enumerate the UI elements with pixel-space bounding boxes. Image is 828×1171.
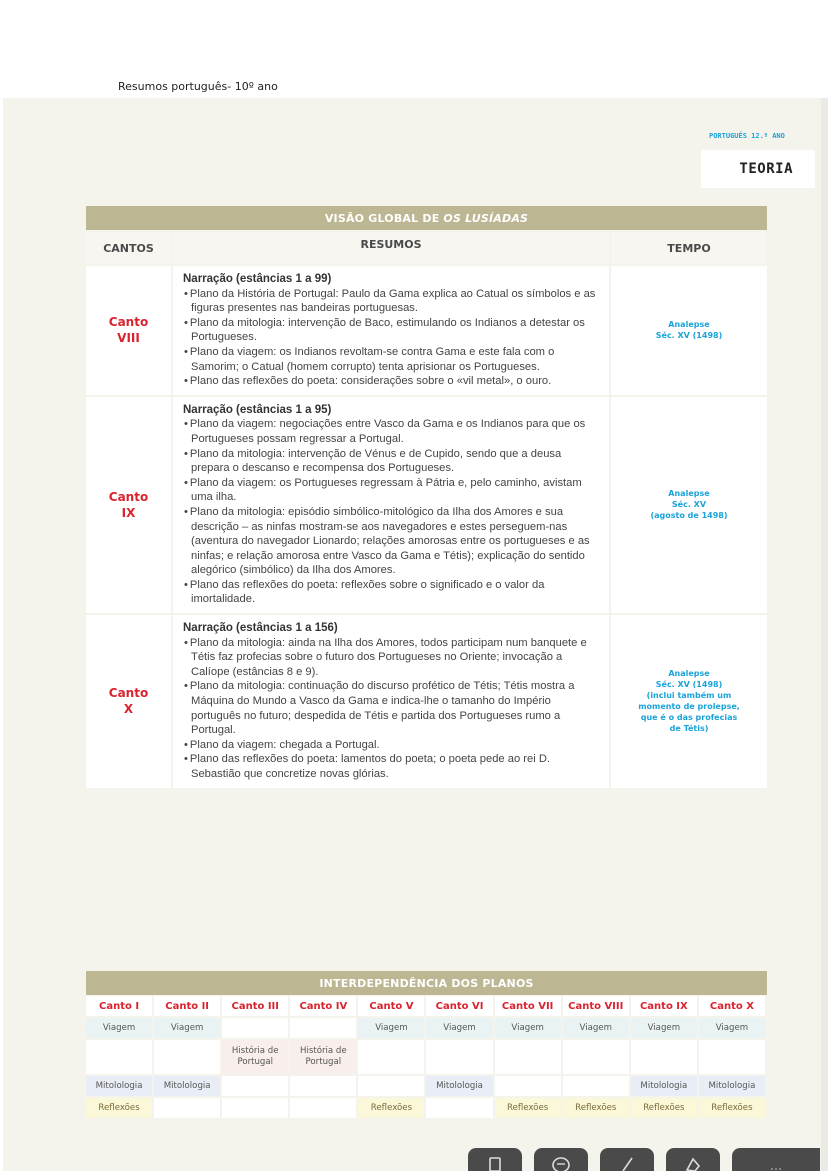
canto-label: Canto <box>108 315 149 330</box>
canto-header: Canto V <box>358 996 426 1018</box>
narration-heading: Narração (estâncias 1 a 99) <box>183 273 332 285</box>
tempo-cell <box>611 615 767 788</box>
plan-viagem-cell: Viagem <box>699 1018 767 1040</box>
plan-viagem-cell: Viagem <box>495 1018 563 1040</box>
plan-mitologia-cell <box>563 1076 631 1098</box>
annotation-toolbar <box>468 1148 820 1171</box>
summary-bullet: • Plano da mitologia: episódio simbólico-mitológico da Ilha dos Amores e sua descrição – as ninfas mostram-se aos navegadores e estes perseguem-nas (aventura do navegador Lionardo; relações amorosas entre os portugueses e as ninfas; e relação amorosa entre Vasco da Gama e Tétis); explicação do sentido alegórico (simbólico) da Ilha dos Amores. <box>183 505 599 578</box>
tempo-line: Analepse <box>668 320 710 330</box>
tempo-line: que é o das profecias <box>640 713 738 723</box>
interdependence-grid <box>86 996 767 1120</box>
plan-viagem-cell: Viagem <box>358 1018 426 1040</box>
plan-viagem-cell: Viagem <box>631 1018 699 1040</box>
plan-mitologia-cell: Mitolologia <box>154 1076 222 1098</box>
summary-bullet: • Plano da mitologia: ainda na Ilha dos Amores, todos participam num banquete e Tétis faz profecias sobre o futuro dos Portugueses no Oriente; invocação a Calíope (estâncias 8 e 9). <box>183 636 599 680</box>
plan-viagem-cell <box>222 1018 290 1040</box>
plan-reflexoes-cell: Reflexões <box>563 1098 631 1120</box>
summary-bullet: • Plano da História de Portugal: Paulo da Gama explica ao Catual os símbolos e as figuras presentes nas bandeiras portuguesas. <box>183 287 599 316</box>
summary-bullet: • Plano da mitologia: continuação do discurso profético de Tétis; Tétis mostra a Máquina do Mundo a Vasco da Gama e indica-lhe o tamanho do Império português no futuro; despedida de Tétis e partida dos Portugueses rumo a Portugal. <box>183 679 599 737</box>
canto-header: Canto III <box>222 996 290 1018</box>
comment-button[interactable] <box>534 1148 588 1171</box>
plan-mitologia-cell <box>222 1076 290 1098</box>
page-edge <box>821 98 828 1171</box>
more-icon <box>766 1154 786 1171</box>
more-button[interactable] <box>732 1148 820 1171</box>
plan-reflexoes-cell <box>290 1098 358 1120</box>
plan-historia-cell <box>563 1040 631 1076</box>
summary-cell <box>173 397 609 613</box>
narration-heading: Narração (estâncias 1 a 156) <box>183 622 338 635</box>
pen-button[interactable] <box>600 1148 654 1171</box>
summary-bullet: • Plano da mitologia: intervenção de Vénus e de Cupido, sendo que a deusa prepara o descanso e recompensa dos Portugueses. <box>183 447 599 476</box>
scanned-page <box>3 98 828 1171</box>
tempo-line: (agosto de 1498) <box>650 511 728 521</box>
plan-mitologia-cell <box>290 1076 358 1098</box>
canto-header: Canto VIII <box>563 996 631 1018</box>
plan-viagem-cell: Viagem <box>86 1018 154 1040</box>
summary-bullet: • Plano das reflexões do poeta: reflexões sobre o significado e o valor da imortalidade. <box>183 578 599 607</box>
canto-cell <box>86 397 171 613</box>
narration-heading: Narração (estâncias 1 a 95) <box>183 403 332 416</box>
plan-viagem-cell: Viagem <box>426 1018 494 1040</box>
tempo-line: Séc. XV (1498) <box>655 680 723 690</box>
tempo-cell <box>611 266 767 395</box>
summary-cell <box>173 266 609 395</box>
tempo-line: de Tétis) <box>669 724 709 734</box>
canto-label: Canto <box>108 686 149 701</box>
plan-reflexoes-cell: Reflexões <box>631 1098 699 1120</box>
plan-reflexoes-cell: Reflexões <box>86 1098 154 1120</box>
plan-historia-cell <box>426 1040 494 1076</box>
plan-reflexoes-cell <box>426 1098 494 1120</box>
summary-bullet: • Plano da viagem: chegada a Portugal. <box>183 738 599 753</box>
tempo-line: Analepse <box>668 669 710 679</box>
plan-mitologia-cell: Mitolologia <box>631 1076 699 1098</box>
canto-cell <box>86 266 171 395</box>
summary-bullet: • Plano das reflexões do poeta: lamentos do poeta; o poeta pede ao rei D. Sebastião que concretize novas glórias. <box>183 752 599 781</box>
summary-bullet: • Plano da mitologia: intervenção de Baco, estimulando os Indianos a detestar os Portugueses. <box>183 316 599 345</box>
plan-historia-cell <box>86 1040 154 1076</box>
canto-label: Canto <box>108 489 149 504</box>
overview-title-italic: OS LUSÍADAS <box>443 211 529 225</box>
eraser-icon <box>683 1154 703 1171</box>
interdependence-title: INTERDEPENDÊNCIA DOS PLANOS <box>86 971 767 995</box>
tempo-line: momento de prolepse, <box>638 702 740 712</box>
subject-label: PORTUGUÊS 12.º ANO <box>709 132 785 140</box>
plan-historia-cell <box>699 1040 767 1076</box>
canto-number: X <box>123 702 134 717</box>
header-tempo: TEMPO <box>611 232 767 264</box>
table-row <box>86 397 767 613</box>
plan-reflexoes-cell: Reflexões <box>495 1098 563 1120</box>
canto-cell <box>86 615 171 788</box>
canto-header: Canto VI <box>426 996 494 1018</box>
canto-header: Canto II <box>154 996 222 1018</box>
document-header: Resumos português- 10º ano <box>118 80 278 93</box>
overview-table <box>86 206 767 788</box>
plan-mitologia-cell: Mitolologia <box>426 1076 494 1098</box>
canto-header: Canto X <box>699 996 767 1018</box>
interdependence-table <box>86 971 767 1120</box>
plan-mitologia-cell: Mitolologia <box>699 1076 767 1098</box>
tempo-line: Analepse <box>668 489 710 499</box>
summary-bullet: • Plano da viagem: os Portugueses regressam à Pátria e, pelo caminho, avistam uma ilha. <box>183 476 599 505</box>
plan-viagem-cell: Viagem <box>563 1018 631 1040</box>
eraser-button[interactable] <box>666 1148 720 1171</box>
plan-mitologia-cell: Mitolologia <box>86 1076 154 1098</box>
plan-historia-cell <box>631 1040 699 1076</box>
section-label: TEORIA <box>701 150 815 188</box>
canto-header: Canto IX <box>631 996 699 1018</box>
canto-number: VIII <box>117 331 140 346</box>
summary-bullet: • Plano da viagem: negociações entre Vasco da Gama e os Indianos para que os Portugueses possam regressar a Portugal. <box>183 417 599 446</box>
overview-title <box>86 206 767 230</box>
plan-reflexoes-cell <box>222 1098 290 1120</box>
canto-number: IX <box>121 505 136 520</box>
overview-title-main: VISÃO GLOBAL DE <box>324 211 440 225</box>
tempo-line: Séc. XV <box>671 500 707 510</box>
canto-header: Canto VII <box>495 996 563 1018</box>
plan-reflexoes-cell <box>154 1098 222 1120</box>
tempo-cell <box>611 397 767 613</box>
table-row <box>86 615 767 788</box>
canto-header: Canto IV <box>290 996 358 1018</box>
header-resumos: RESUMOS <box>173 232 609 264</box>
plan-mitologia-cell <box>495 1076 563 1098</box>
plan-reflexoes-cell: Reflexões <box>358 1098 426 1120</box>
plan-mitologia-cell <box>358 1076 426 1098</box>
tempo-line: Séc. XV (1498) <box>655 331 723 341</box>
plan-historia-cell <box>495 1040 563 1076</box>
comment-icon <box>551 1154 571 1171</box>
summary-bullet: • Plano das reflexões do poeta: considerações sobre o «vil metal», o ouro. <box>183 374 599 389</box>
crop-button[interactable] <box>468 1148 522 1171</box>
plan-viagem-cell <box>290 1018 358 1040</box>
canto-header: Canto I <box>86 996 154 1018</box>
plan-historia-cell: História de Portugal <box>290 1040 358 1076</box>
crop-icon <box>485 1154 505 1171</box>
plan-historia-cell: História de Portugal <box>222 1040 290 1076</box>
plan-viagem-cell: Viagem <box>154 1018 222 1040</box>
plan-historia-cell <box>154 1040 222 1076</box>
summary-cell <box>173 615 609 788</box>
summary-bullet: • Plano da viagem: os Indianos revoltam-se contra Gama e este fala com o Samorim; o Catual (homem corrupto) tenta aprisionar os Portugueses. <box>183 345 599 374</box>
pen-icon <box>617 1154 637 1171</box>
plan-reflexoes-cell: Reflexões <box>699 1098 767 1120</box>
header-cantos: CANTOS <box>86 232 171 264</box>
overview-header-row <box>86 232 767 264</box>
tempo-line: (inclui também um <box>646 691 732 701</box>
table-row <box>86 266 767 395</box>
plan-historia-cell <box>358 1040 426 1076</box>
